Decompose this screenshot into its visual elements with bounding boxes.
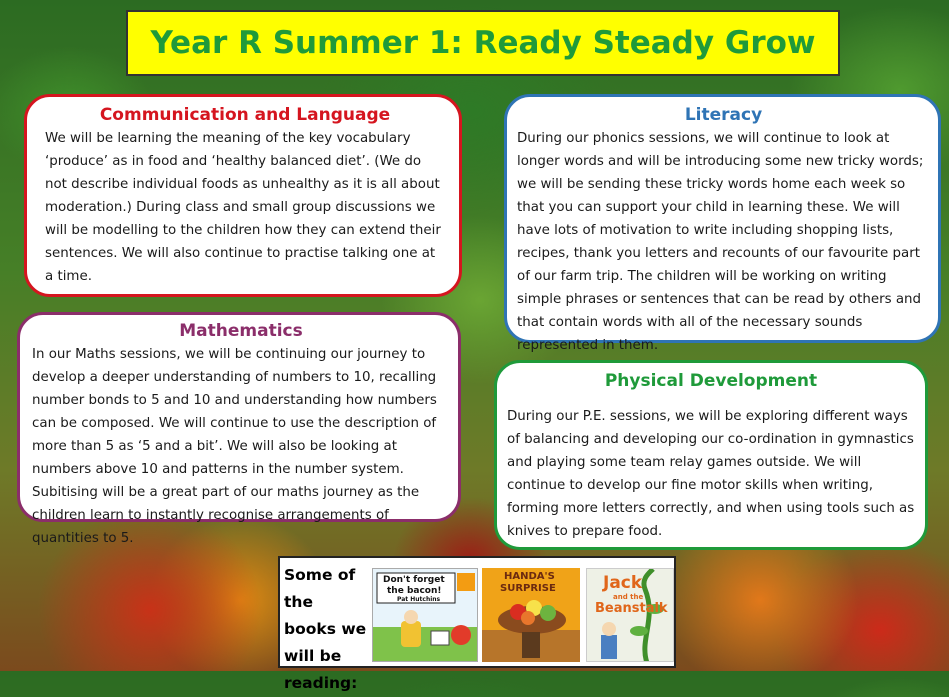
book-cover-handas-surprise	[482, 568, 580, 662]
book-cover-jack-and-the-beanstalk	[586, 568, 674, 662]
literacy-heading: Literacy	[684, 105, 763, 125]
physical-development-heading: Physical Development	[604, 371, 818, 391]
book-cover-dont-forget-the-bacon	[372, 568, 478, 662]
physical-development-panel	[494, 360, 928, 550]
book-3-title-line1: Jack	[603, 573, 643, 593]
book-3-title-line2: and the	[613, 593, 644, 601]
mathematics-panel	[17, 312, 461, 546]
book-1-author: Pat Hutchins	[397, 596, 441, 603]
page-title: Year R Summer 1: Ready Steady Grow	[126, 10, 840, 76]
literacy-panel	[504, 94, 941, 353]
book-1-title-line1: Don't forget	[383, 575, 445, 585]
literacy-text: During our phonics sessions, we will continue to look at longer words and will be introducing some new tricky words; we will be sending these tricky words home each week so that you can support your child in learning these. We will have lots of motivation to write including shopping lists, recipes, thank you letters and recounts of our favourite part of our farm trip. The children will be working on writing simple phrases or sentences that can be read by others and that contain words with all of the necessary sounds represented in them.	[517, 131, 924, 353]
book-3-title-line3: Beanstalk	[595, 601, 668, 616]
mathematics-heading: Mathematics	[179, 321, 303, 341]
book-1-title-line2: the bacon!	[387, 586, 442, 596]
communication-language-panel	[24, 94, 462, 297]
book-2-title-line1: HANDA'S	[504, 571, 555, 582]
communication-language-text: We will be learning the meaning of the key vocabulary ‘produce’ as in food and ‘healthy balanced diet’. (We do not describe individual foods as unhealthy as it is all about moderation.) During class and small group discussions we will be modelling to the children how they can extend their sentences. We will also continue to practise talking one at a time.	[45, 131, 441, 284]
book-2-title-line2: SURPRISE	[500, 583, 556, 594]
books-label: Some of the books we will be reading:	[284, 566, 367, 692]
books-panel	[278, 556, 676, 692]
physical-development-text: During our P.E. sessions, we will be exploring different ways of balancing and developing our co-ordination in gymnastics and playing some team relay games outside. We will continue to develop our fine motor skills when writing, forming more letters correctly, and when using tools such as knives to prepare food.	[507, 409, 915, 539]
communication-language-heading: Communication and Language	[99, 105, 391, 125]
mathematics-text: In our Maths sessions, we will be continuing our journey to develop a deeper understanding of numbers to 10, recalling number bonds to 5 and 10 and understanding how numbers can be composed. We will continue to use the description of more than 5 as ‘5 and a bit’. We will also be looking at numbers above 10 and patterns in the number system. Subitising will be a great part of our maths journey as the children learn to instantly recognise arrangements of quantities to 5.	[32, 347, 437, 546]
